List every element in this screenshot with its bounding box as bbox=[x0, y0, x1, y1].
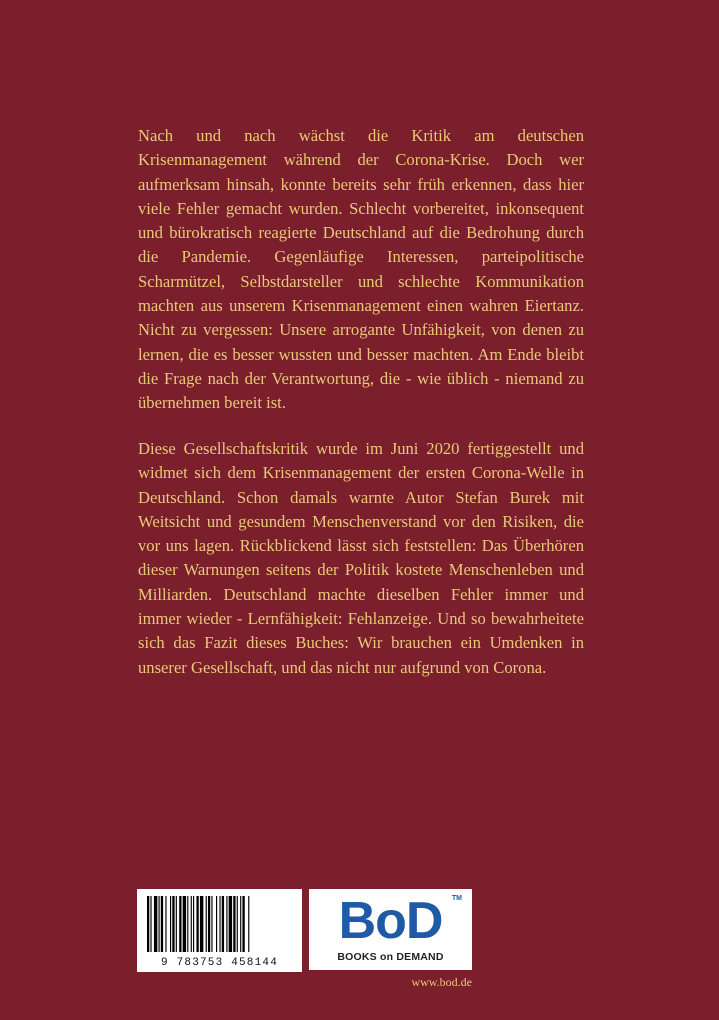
trademark-mark: TM bbox=[451, 895, 462, 902]
isbn-barcode bbox=[137, 889, 302, 972]
publisher-tagline: BOOKS on DEMAND bbox=[337, 951, 444, 963]
barcode-icon bbox=[147, 896, 292, 952]
blurb-paragraph-1 bbox=[138, 124, 584, 416]
blurb-paragraph-2 bbox=[138, 437, 584, 680]
isbn-digits: 9 783753 458144 bbox=[160, 957, 279, 969]
blurb-text-1: Nach und nach wächst die Kritik am deutschen Krisenmanagement während der Corona-Krise. Doch wer aufmerksam hinsah, konnte bereits sehr früh erkennen, dass hier viele Fehler gemacht wurden. Schlecht vorbereitet, inkonsequent und bürokratisch reagierte Deutschland auf die Bedrohung durch die Pandemie. Gegenläufige Interessen, parteipolitische Scharmützel, Selbstdarsteller und schlechte Kommunikation machten aus unserem Krisenmanagement einen wahren Eiertanz. Nicht zu vergessen: Unsere arrogante Unfähigkeit, von denen zu lernen, die es besser wussten und besser machten. Am Ende bleibt die Frage nach der Verantwortung, die - wie üblich - niemand zu übernehmen bereit ist. bbox=[138, 126, 584, 413]
blurb-text-2: Diese Gesellschaftskritik wurde im Juni 2020 fertiggestellt und widmet sich dem Krisenmanagement der ersten Corona-Welle in Deutschland. Schon damals warnte Autor Stefan Burek mit Weitsicht und gesundem Menschenverstand vor den Risiken, die vor uns lagen. Rückblickend lässt sich feststellen: Das Überhören dieser Warnungen seitens der Politik kostete Menschenleben und Milliarden. Deutschland machte dieselben Fehler immer und immer wieder - Lernfähigkeit: Fehlanzeige. Und so bewahrheitete sich das Fazit dieses Buches: Wir brauchen ein Umdenken in unserer Gesellschaft, und das nicht nur aufgrund von Corona. bbox=[138, 439, 584, 677]
bod-logo-text: BoD bbox=[338, 892, 443, 950]
publisher-logo bbox=[309, 889, 472, 970]
publisher-url[interactable]: www.bod.de bbox=[411, 975, 472, 989]
